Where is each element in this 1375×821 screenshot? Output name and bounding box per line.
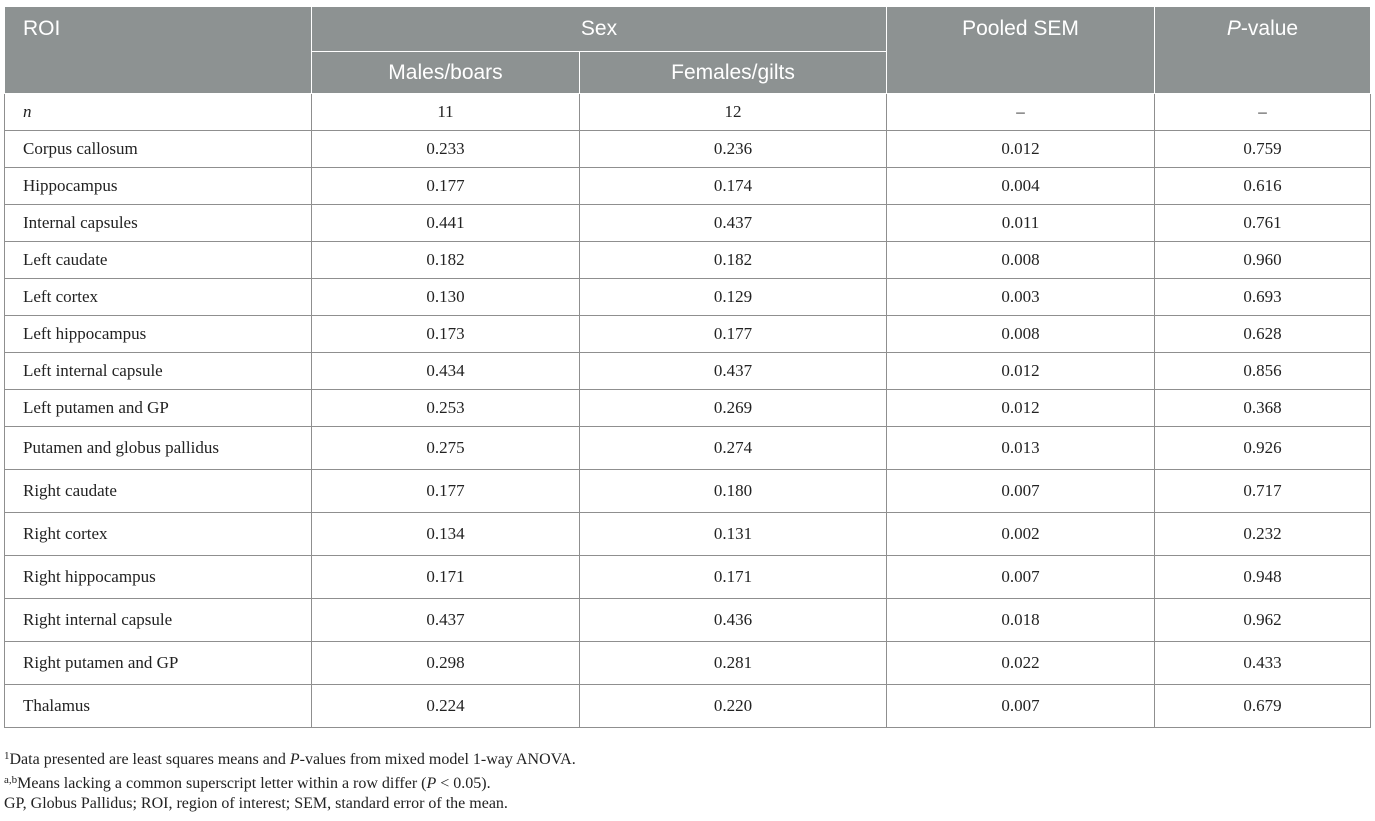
cell-pooled-sem: 0.008: [887, 242, 1155, 279]
table-row: [5, 642, 1371, 685]
cell-females: 0.269: [580, 390, 887, 427]
cell-males: 0.173: [312, 316, 580, 353]
table-row: [5, 353, 1371, 390]
cell-pooled-sem: 0.002: [887, 513, 1155, 556]
cell-females: 0.220: [580, 685, 887, 728]
table-row: [5, 131, 1371, 168]
cell-males: 0.298: [312, 642, 580, 685]
cell-p-value: 0.960: [1155, 242, 1371, 279]
cell-females: 0.174: [580, 168, 887, 205]
table-row: [5, 168, 1371, 205]
cell-females: 0.131: [580, 513, 887, 556]
header-p-value: [1155, 7, 1371, 94]
cell-males: 0.130: [312, 279, 580, 316]
table-row: [5, 556, 1371, 599]
cell-females: 0.437: [580, 353, 887, 390]
cell-roi: Left hippocampus: [5, 316, 312, 353]
cell-males: 0.177: [312, 470, 580, 513]
cell-p-value: 0.759: [1155, 131, 1371, 168]
cell-females: 0.437: [580, 205, 887, 242]
cell-roi: Corpus callosum: [5, 131, 312, 168]
cell-females: 0.274: [580, 427, 887, 470]
cell-males: 0.177: [312, 168, 580, 205]
footnote-2-text-b: < 0.05).: [436, 775, 491, 792]
footnote-1: [4, 744, 1370, 768]
cell-pooled-sem: 0.011: [887, 205, 1155, 242]
table-row: [5, 242, 1371, 279]
footnote-2: [4, 768, 1370, 792]
cell-roi: Thalamus: [5, 685, 312, 728]
cell-p-value: 0.948: [1155, 556, 1371, 599]
cell-roi: Right internal capsule: [5, 599, 312, 642]
cell-pooled-sem: 0.007: [887, 470, 1155, 513]
cell-females: 0.182: [580, 242, 887, 279]
cell-pooled-sem: 0.018: [887, 599, 1155, 642]
cell-p-value: 0.679: [1155, 685, 1371, 728]
header-p-italic: P: [1226, 17, 1241, 40]
cell-males: 11: [312, 94, 580, 131]
table-row: [5, 599, 1371, 642]
header-sex: Sex: [312, 7, 887, 52]
cell-p-value: 0.368: [1155, 390, 1371, 427]
header-p-rest: -value: [1240, 17, 1299, 40]
header-females: Females/gilts: [580, 52, 887, 94]
cell-females: 0.281: [580, 642, 887, 685]
table-row: [5, 427, 1371, 470]
cell-males: 0.171: [312, 556, 580, 599]
cell-roi: Hippocampus: [5, 168, 312, 205]
cell-roi: Right cortex: [5, 513, 312, 556]
table-row: [5, 390, 1371, 427]
footnote-1-p: P: [289, 751, 300, 768]
footnote-1-text-b: -values from mixed model 1-way ANOVA.: [299, 751, 576, 768]
cell-p-value: 0.926: [1155, 427, 1371, 470]
footnote-2-marker: a,b: [4, 774, 18, 786]
cell-pooled-sem: 0.008: [887, 316, 1155, 353]
cell-males: 0.275: [312, 427, 580, 470]
cell-roi: Left caudate: [5, 242, 312, 279]
footnotes: [4, 744, 1370, 816]
cell-males: 0.253: [312, 390, 580, 427]
cell-p-value: 0.232: [1155, 513, 1371, 556]
cell-females: 0.129: [580, 279, 887, 316]
cell-roi: Left putamen and GP: [5, 390, 312, 427]
cell-p-value: 0.717: [1155, 470, 1371, 513]
cell-p-value: –: [1155, 94, 1371, 131]
cell-females: 0.171: [580, 556, 887, 599]
cell-p-value: 0.693: [1155, 279, 1371, 316]
cell-males: 0.182: [312, 242, 580, 279]
footnote-1-marker: 1: [4, 750, 10, 762]
cell-roi: Right hippocampus: [5, 556, 312, 599]
cell-roi: Left internal capsule: [5, 353, 312, 390]
cell-p-value: 0.628: [1155, 316, 1371, 353]
cell-roi: n: [5, 94, 312, 131]
cell-pooled-sem: 0.004: [887, 168, 1155, 205]
footnote-1-text-a: Data presented are least squares means and: [9, 751, 290, 768]
cell-males: 0.224: [312, 685, 580, 728]
cell-pooled-sem: 0.003: [887, 279, 1155, 316]
cell-pooled-sem: 0.022: [887, 642, 1155, 685]
cell-roi: Internal capsules: [5, 205, 312, 242]
cell-pooled-sem: 0.013: [887, 427, 1155, 470]
cell-roi: Putamen and globus pallidus: [5, 427, 312, 470]
table-row: [5, 205, 1371, 242]
cell-pooled-sem: 0.007: [887, 685, 1155, 728]
cell-males: 0.437: [312, 599, 580, 642]
cell-p-value: 0.616: [1155, 168, 1371, 205]
cell-p-value: 0.856: [1155, 353, 1371, 390]
cell-males: 0.134: [312, 513, 580, 556]
cell-pooled-sem: 0.012: [887, 390, 1155, 427]
cell-roi: Right putamen and GP: [5, 642, 312, 685]
cell-males: 0.233: [312, 131, 580, 168]
data-table: [4, 6, 1371, 728]
header-pooled-sem: Pooled SEM: [887, 7, 1155, 94]
cell-females: 0.177: [580, 316, 887, 353]
footnote-3: GP, Globus Pallidus; ROI, region of interest; SEM, standard error of the mean.: [4, 795, 508, 812]
cell-females: 0.436: [580, 599, 887, 642]
cell-pooled-sem: –: [887, 94, 1155, 131]
table-header: [5, 7, 1371, 94]
table-row: [5, 279, 1371, 316]
cell-males: 0.441: [312, 205, 580, 242]
cell-roi: Right caudate: [5, 470, 312, 513]
table-body: [5, 94, 1371, 728]
footnote-2-p: P: [426, 775, 437, 792]
footnote-2-text-a: Means lacking a common superscript letter within a row differ (: [17, 775, 427, 792]
cell-females: 0.180: [580, 470, 887, 513]
cell-pooled-sem: 0.012: [887, 131, 1155, 168]
table-row: [5, 470, 1371, 513]
cell-females: 12: [580, 94, 887, 131]
cell-p-value: 0.433: [1155, 642, 1371, 685]
table-row: [5, 94, 1371, 131]
table-row: [5, 316, 1371, 353]
header-roi: ROI: [5, 7, 312, 94]
cell-p-value: 0.761: [1155, 205, 1371, 242]
cell-pooled-sem: 0.012: [887, 353, 1155, 390]
cell-pooled-sem: 0.007: [887, 556, 1155, 599]
table-row: [5, 685, 1371, 728]
header-males: Males/boars: [312, 52, 580, 94]
cell-p-value: 0.962: [1155, 599, 1371, 642]
table-row: [5, 513, 1371, 556]
table-container: [4, 6, 1370, 728]
cell-females: 0.236: [580, 131, 887, 168]
cell-roi: Left cortex: [5, 279, 312, 316]
cell-males: 0.434: [312, 353, 580, 390]
